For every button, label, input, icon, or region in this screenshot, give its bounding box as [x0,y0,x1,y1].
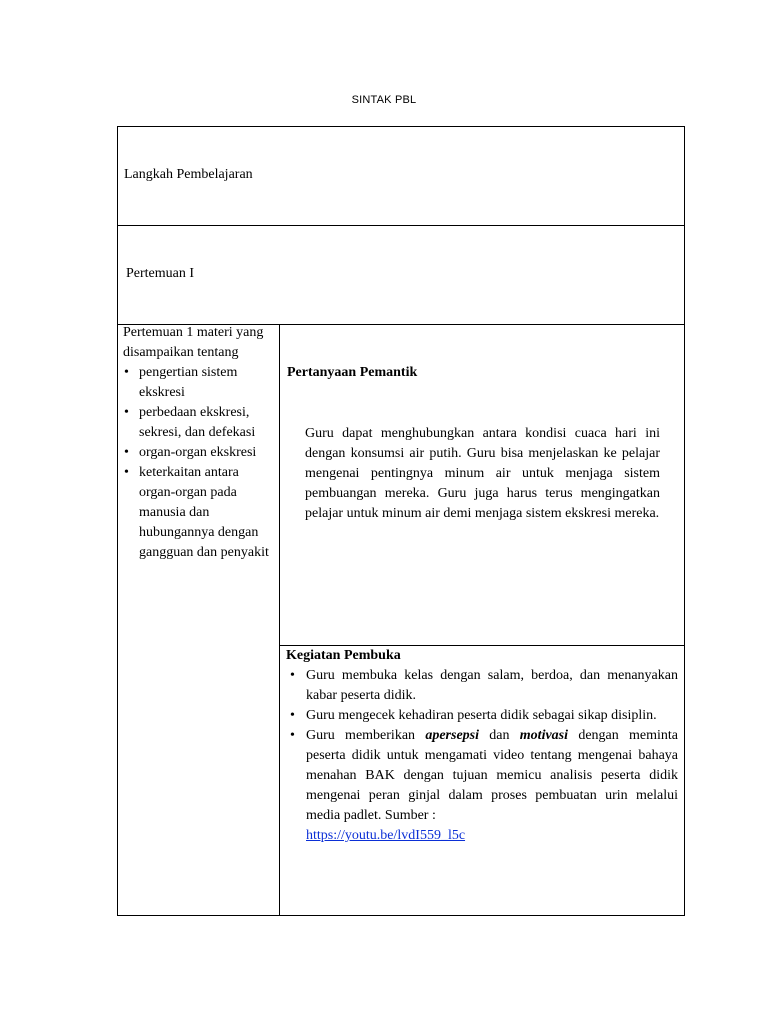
list-item [289,706,678,726]
apersepsi-emphasis: apersepsi [425,728,479,743]
source-link[interactable]: https://youtu.be/lvdI559_l5c [306,828,466,843]
materials-cell [123,323,275,563]
row-divider-1 [117,225,685,226]
pembuka-heading: Kegiatan Pembuka [286,648,401,663]
list-item: • perbedaan ekskresi, sekresi, dan defekasi [123,403,275,443]
materials-list [123,363,275,563]
column-divider [279,324,280,916]
motivasi-emphasis: motivasi [519,728,569,743]
materials-intro: Pertemuan 1 materi yang disampaikan tentang [123,325,264,360]
pembuka-item-text: Guru membuka kelas dengan salam, berdoa, dan menanyakan kabar peserta didik. [306,668,678,703]
pemantik-heading: Pertanyaan Pemantik [287,365,418,380]
pembuka-list [286,666,678,846]
pembuka-item-text: Guru mengecek kehadiran peserta didik sebagai sikap disiplin. [306,708,657,723]
session-cell: Pertemuan I [126,266,195,281]
list-item: • pengertian sistem ekskresi [123,363,275,403]
source-link-line [306,826,678,846]
list-item: • organ-organ ekskresi [123,443,275,463]
list-item [289,666,678,706]
list-item [289,726,678,846]
pemantik-body: Guru dapat menghubungkan antara kondisi cuaca hari ini dengan konsumsi air putih. Guru bisa menjelaskan ke pelajar mengenai pentingnya minum air untuk menjaga sistem pembuangan mereka. Guru juga harus terus mengingatkan pelajar untuk minum air demi menjaga sistem ekskresi mereka. [305,426,660,521]
pembuka-item3-pre: Guru memberikan [306,728,426,743]
pembuka-item3-mid: dan [479,728,520,743]
document-title: SINTAK PBL [351,94,417,106]
pembuka-cell [286,646,678,846]
list-item: • keterkaitan antara organ-organ pada manusia dan hubungannya dengan gangguan dan penyakit [123,463,275,563]
pembuka-item-text [306,726,678,826]
table-header-cell: Langkah Pembelajaran [124,167,253,182]
pembuka-item3-rest: dengan meminta peserta didik untuk mengamati video tentang mengenai bahaya menahan BAK dengan tujuan memicu analisis peserta didik mengenai peran ginjal dalam proses pembuatan urin melalui media padlet. Sumber : [306,728,679,823]
